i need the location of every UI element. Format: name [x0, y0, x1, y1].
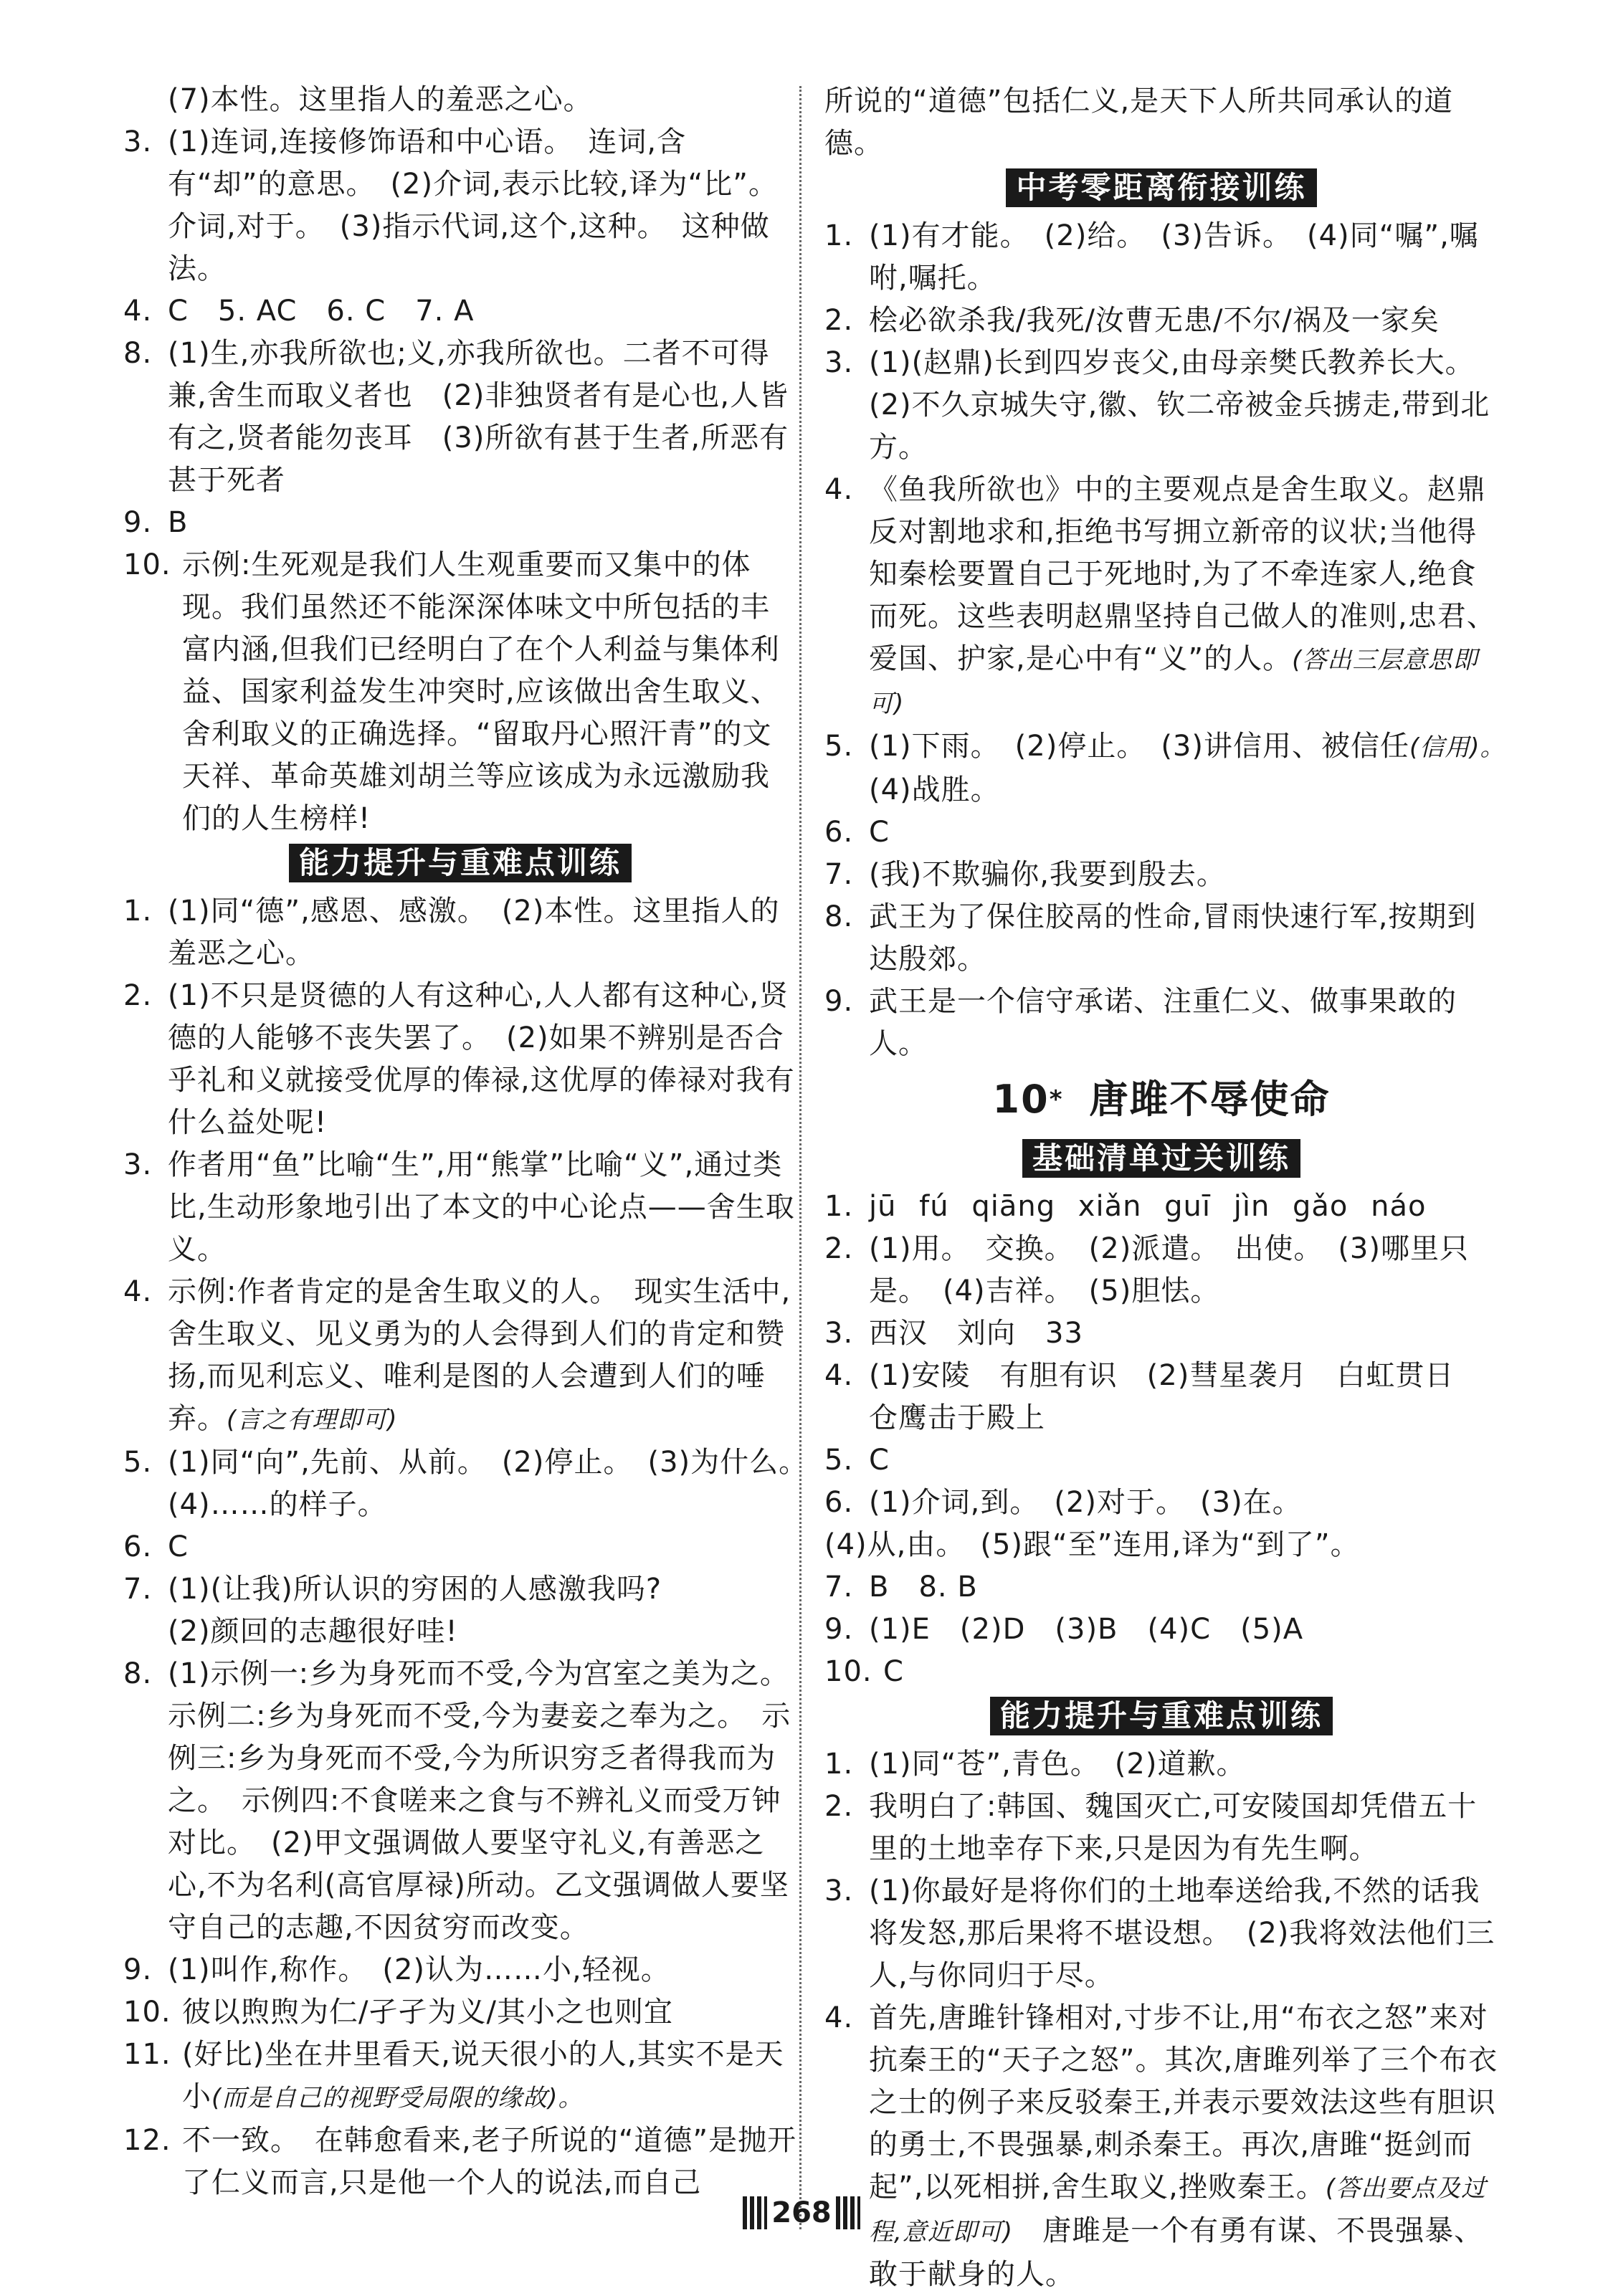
item-body: 武王为了保住胶鬲的性命,冒雨快速行军,按期到达殷郊。 — [869, 900, 1477, 976]
answer-item — [123, 2034, 797, 2120]
item-number: 1. — [824, 219, 854, 252]
item-body: (1)你最好是将你们的土地奉送给我,不然的话我将发怒,那后果将不堪设想。 (2)我将效法他们三人,与你同归于尽。 — [869, 1875, 1495, 1992]
section-header — [123, 843, 797, 887]
item-body: (1)示例一:乡为身死而不受,今为宫室之美为之。 示例二:乡为身死而不受,今为妻妾之奉为之。 示例三:乡为身死而不受,今为所识穷乏者得我而为之。 示例四:不食嗟来之食与不辨礼义而受万钟对比。 (2)甲文强调做人要坚守礼义,有善恶之心,不为名利(高官厚禄)所动。乙文强调做人要坚守自己的志趣,不因贫穷而改变。 — [168, 1657, 804, 1944]
item-number: 4. — [824, 2001, 854, 2034]
lesson-name: 唐雎不辱使命 — [1089, 1077, 1331, 1122]
section-header — [824, 168, 1498, 212]
item-number: 3. — [123, 1148, 153, 1181]
left-column — [123, 79, 824, 2204]
answer-item — [824, 1786, 1498, 1870]
item-number: 4. — [824, 473, 854, 506]
answer-item — [123, 79, 797, 121]
lesson-star: * — [1049, 1085, 1064, 1114]
item-text — [182, 1991, 797, 2034]
item-body: C — [869, 816, 890, 849]
answer-item — [123, 1144, 797, 1271]
item-number: 2. — [123, 979, 153, 1012]
item-body: 示例:生死观是我们人生观重要而又集中的体现。我们虽然还不能深深体味文中所包括的丰富内涵,但我们已经明白了在个人利益与集体利益、国家利益发生冲突时,应该做出舍生取义、舍利取义的正确选择。“留取丹心照汗青”的文天祥、革命英雄刘胡兰等应该成为永远激励我们的人生榜样! — [182, 548, 780, 835]
item-body: 不一致。 在韩愈看来,老子所说的“道德”是抛开了仁义而言,只是他一个人的说法,而自己 — [182, 2124, 797, 2199]
item-text — [168, 333, 797, 502]
item-text — [869, 896, 1498, 981]
item-body: 武王是一个信守承诺、注重仁义、做事果敢的人。 — [869, 985, 1457, 1060]
item-text — [869, 1186, 1498, 1228]
item-text — [168, 121, 797, 290]
page-number-bars-left — [743, 2196, 767, 2229]
item-number: 8. — [123, 1657, 153, 1690]
answer-item — [824, 1609, 1498, 1651]
section-header — [824, 1138, 1498, 1183]
item-text — [168, 1144, 797, 1271]
item-body: (1)(让我)所认识的穷困的人感激我吗? — [168, 1573, 662, 1606]
item-text — [869, 811, 1498, 854]
answer-item — [824, 1743, 1498, 1786]
item-number: 9. — [824, 1613, 854, 1646]
item-text — [168, 79, 797, 121]
item-number: 3. — [123, 125, 153, 158]
answer-item — [123, 1568, 797, 1611]
item-number: 6. — [123, 1530, 153, 1563]
item-number: 2. — [824, 304, 854, 337]
item-text — [168, 975, 797, 1144]
item-number: 9. — [824, 985, 854, 1018]
item-body: C — [168, 1530, 189, 1563]
item-text — [168, 890, 797, 975]
item-text — [869, 1870, 1498, 1997]
item-note: (答出三层意思即可) — [869, 646, 1478, 718]
answer-item — [824, 1355, 1498, 1439]
item-body: (1)不只是贤德的人有这种心,人人都有这种心,贤德的人能够不丧失罢了。 (2)如果不辨别是否合乎礼和义就接受优厚的俸禄,这优厚的俸禄对我有什么益处呢! — [168, 979, 795, 1139]
page-number — [0, 2193, 1603, 2231]
item-body: C — [869, 1444, 890, 1477]
item-text — [869, 469, 1498, 725]
item-body: B — [168, 506, 189, 539]
item-number: 4. — [824, 1359, 854, 1392]
answer-item — [123, 333, 797, 502]
answer-item — [824, 215, 1498, 300]
item-body: (1)连词,连接修饰语和中心语。 连词,含有“却”的意思。 (2)介词,表示比较,译为“比”。介词,对于。 (3)指示代词,这个,这种。 这种做法。 — [168, 125, 778, 285]
item-body: (1)同“德”,感恩、感激。 (2)本性。这里指人的羞恶之心。 — [168, 895, 780, 970]
item-body: 示例:作者肯定的是舍生取义的人。 现实生活中,舍生取义、见义勇为的人会得到人们的肯定和赞扬,而见利忘义、唯利是图的人会遭到人们的唾弃。 — [168, 1275, 791, 1435]
item-body: (1)同“向”,先前、从前。 (2)停止。 (3)为什么。 (4)……的样子。 — [168, 1446, 824, 1521]
item-text — [869, 981, 1498, 1065]
answer-item — [824, 1870, 1498, 1997]
item-body: (1)生,亦我所欲也;义,亦我所欲也。二者不可得兼,舍生而取义者也 (2)非独贤者有是心也,人皆有之,贤者能勿丧耳 (3)所欲有甚于生者,所恶有甚于死者 — [168, 337, 789, 497]
item-text — [869, 725, 1523, 811]
item-number: 2. — [824, 1790, 854, 1823]
item-number: 12. — [123, 2124, 171, 2157]
item-text — [869, 1439, 1498, 1482]
item-text — [182, 2120, 797, 2204]
item-body: (我)不欺骗你,我要到殷去。 — [869, 858, 1226, 891]
item-text — [168, 1442, 824, 1526]
item-tail: (4)战胜。 — [869, 730, 1523, 806]
item-number: 8. — [824, 900, 854, 933]
item-text — [168, 1526, 797, 1568]
continuation-line: (4)从,由。 (5)跟“至”连用,译为“到了”。 — [824, 1528, 1360, 1561]
item-note: (言之有理即可) — [227, 1406, 398, 1434]
item-number: 5. — [123, 1446, 153, 1479]
item-text — [869, 1786, 1498, 1870]
item-text — [182, 544, 797, 840]
continuation-line: 所说的“道德”包括仁义,是天下人所共同承认的道德。 — [824, 85, 1454, 160]
item-text — [869, 300, 1498, 342]
item-number: 9. — [123, 1953, 153, 1986]
item-body: jū fú qiāng xiǎn guī jìn gǎo náo — [869, 1190, 1427, 1223]
answer-item — [824, 1186, 1498, 1228]
item-body: (好比)坐在井里看天,说天很小的人,其实不是天小 — [182, 2038, 784, 2113]
answer-item — [824, 725, 1523, 811]
answer-item — [123, 975, 797, 1144]
item-body: (1)安陵 有胆有识 (2)彗星袭月 白虹贯日 仓鹰击于殿上 — [869, 1359, 1484, 1434]
item-note: (而是自己的视野受局限的缘故)。 — [211, 2084, 584, 2112]
lesson-title — [824, 1065, 1498, 1135]
item-body: (1)同“苍”,青色。 (2)道歉。 — [869, 1748, 1246, 1781]
item-text — [869, 854, 1498, 896]
item-number: 3. — [824, 1875, 854, 1907]
item-body: 《鱼我所欲也》中的主要观点是舍生取义。赵鼎反对割地求和,拒绝书写拥立新帝的议状;当他得知秦桧要置自己于死地时,为了不牵连家人,绝食而死。这些表明赵鼎坚持自己做人的准则,忠君、爱国、护家,是心中有“义”的人。 — [869, 473, 1496, 675]
item-number: 3. — [824, 1317, 854, 1350]
item-number: 6. — [824, 1486, 854, 1519]
item-text — [168, 502, 797, 544]
item-number: 7. — [123, 1573, 153, 1606]
item-text — [869, 1228, 1498, 1313]
answer-item — [123, 1991, 797, 2034]
item-body: 我明白了:韩国、魏国灭亡,可安陵国却凭借五十里的土地幸存下来,只是因为有先生啊。 — [869, 1790, 1478, 1865]
answer-item — [123, 1271, 797, 1442]
item-body: (1)叫作,称作。 (2)认为……小,轻视。 — [168, 1953, 670, 1986]
answer-item — [824, 342, 1498, 469]
continuation-line: (2)颜回的志趣很好哇! — [168, 1615, 458, 1648]
item-body: C — [883, 1655, 904, 1688]
item-number: 5. — [824, 730, 854, 763]
answer-item — [824, 1313, 1498, 1355]
answer-item — [824, 896, 1498, 981]
item-text — [869, 1743, 1498, 1786]
item-number: 4. — [123, 1275, 153, 1308]
item-text — [869, 342, 1498, 469]
item-text — [869, 1609, 1498, 1651]
item-number: 1. — [824, 1748, 854, 1781]
item-number: 2. — [824, 1232, 854, 1265]
answer-item — [824, 1651, 1498, 1693]
answer-item — [824, 1439, 1498, 1482]
item-number: 7. — [824, 858, 854, 891]
item-number: 3. — [824, 346, 854, 379]
item-number: 8. — [123, 337, 153, 370]
item-number: 10. — [824, 1655, 872, 1688]
item-note: (信用)。 — [1409, 733, 1493, 762]
answer-item — [123, 1442, 824, 1526]
item-number: 1. — [123, 895, 153, 928]
section-title: 能力提升与重难点训练 — [990, 1697, 1333, 1735]
item-tail: 唐雎是一个有勇有谋、不畏强暴、敢于献身的人。 — [869, 2214, 1484, 2291]
item-body: (1)用。 交换。 (2)派遣。 出使。 (3)哪里只是。 (4)吉祥。 (5)胆怯。 — [869, 1232, 1469, 1307]
item-number: 6. — [824, 816, 854, 849]
answer-item — [824, 1228, 1498, 1313]
item-text — [168, 290, 797, 333]
item-body: B 8. B — [869, 1571, 978, 1604]
item-number: 4. — [123, 295, 153, 328]
lesson-number: 10 — [992, 1077, 1050, 1122]
page-number-bars-right — [836, 2196, 860, 2229]
item-text — [869, 1482, 1498, 1524]
item-body: 西汉 刘向 33 — [869, 1317, 1083, 1350]
item-body: (1)(赵鼎)长到四岁丧父,由母亲樊氏教养长大。(2)不久京城失守,徽、钦二帝被金兵掳走,带到北方。 — [869, 346, 1490, 464]
item-number: 5. — [824, 1444, 854, 1477]
item-text — [869, 1997, 1498, 2296]
item-number — [123, 79, 168, 121]
item-number: 11. — [123, 2038, 171, 2071]
item-text — [168, 1568, 797, 1611]
answer-item — [123, 290, 797, 333]
answer-item — [123, 890, 797, 975]
item-number: 9. — [123, 506, 153, 539]
answer-item — [824, 1566, 1498, 1609]
item-text — [883, 1651, 1498, 1693]
item-text — [168, 1653, 804, 1949]
item-text — [168, 1271, 797, 1442]
item-number: 10. — [123, 1996, 171, 2029]
item-body: 首先,唐雎针锋相对,寸步不让,用“布衣之怒”来对抗秦王的“天子之怒”。其次,唐雎列举了三个布衣之士的例子来反驳秦王,并表示要效法这些有胆识的勇士,不畏强暴,刺杀秦王。再次,唐雎“挺剑而起”,以死相拼,舍生取义,挫败秦王。 — [869, 2001, 1498, 2204]
item-body: 桧必欲杀我/我死/汝曹无患/不尔/祸及一家矣 — [869, 304, 1440, 337]
answer-item — [824, 1482, 1498, 1524]
item-text — [182, 2034, 797, 2120]
item-text — [869, 1566, 1498, 1609]
item-number: 1. — [824, 1190, 854, 1223]
page-number-text: 268 — [771, 2196, 832, 2229]
section-title: 能力提升与重难点训练 — [289, 844, 632, 882]
answer-item — [824, 1997, 1498, 2296]
answer-item — [824, 469, 1498, 725]
item-number: 10. — [123, 548, 171, 581]
section-header — [824, 1696, 1498, 1740]
section-title: 中考零距离衔接训练 — [1006, 168, 1316, 207]
section-title: 基础清单过关训练 — [1022, 1139, 1300, 1178]
item-body: (1)下雨。 (2)停止。 (3)讲信用、被信任 — [869, 730, 1409, 763]
item-text — [168, 1949, 797, 1991]
item-note: (答出要点及过程,意近即可) — [869, 2174, 1487, 2247]
right-column — [824, 80, 1523, 2296]
item-body: (7)本性。这里指人的羞恶之心。 — [168, 83, 593, 116]
answer-item — [123, 502, 797, 544]
answer-item — [123, 121, 797, 290]
item-number: 7. — [824, 1571, 854, 1604]
item-text — [869, 215, 1498, 300]
answer-item — [824, 300, 1498, 342]
item-text — [869, 1355, 1498, 1439]
item-body: (1)E (2)D (3)B (4)C (5)A — [869, 1613, 1304, 1646]
answer-item — [824, 854, 1498, 896]
column-divider — [799, 86, 802, 2229]
answer-item — [824, 981, 1498, 1065]
item-body: (1)有才能。 (2)给。 (3)告诉。 (4)同“嘱”,嘱咐,嘱托。 — [869, 219, 1479, 295]
item-body: (1)介词,到。 (2)对于。 (3)在。 — [869, 1486, 1302, 1519]
item-body: C 5. AC 6. C 7. A — [168, 295, 475, 328]
item-text — [869, 1313, 1498, 1355]
answer-item — [123, 1949, 797, 1991]
answer-item — [123, 2120, 797, 2204]
answer-item — [824, 811, 1498, 854]
answer-item — [123, 1653, 804, 1949]
item-body: 作者用“鱼”比喻“生”,用“熊掌”比喻“义”,通过类比,生动形象地引出了本文的中心论点——舍生取义。 — [168, 1148, 795, 1266]
answer-item — [123, 544, 797, 840]
item-body: 彼以煦煦为仁/孑孑为义/其小之也则宜 — [182, 1996, 673, 2029]
answer-item — [123, 1526, 797, 1568]
